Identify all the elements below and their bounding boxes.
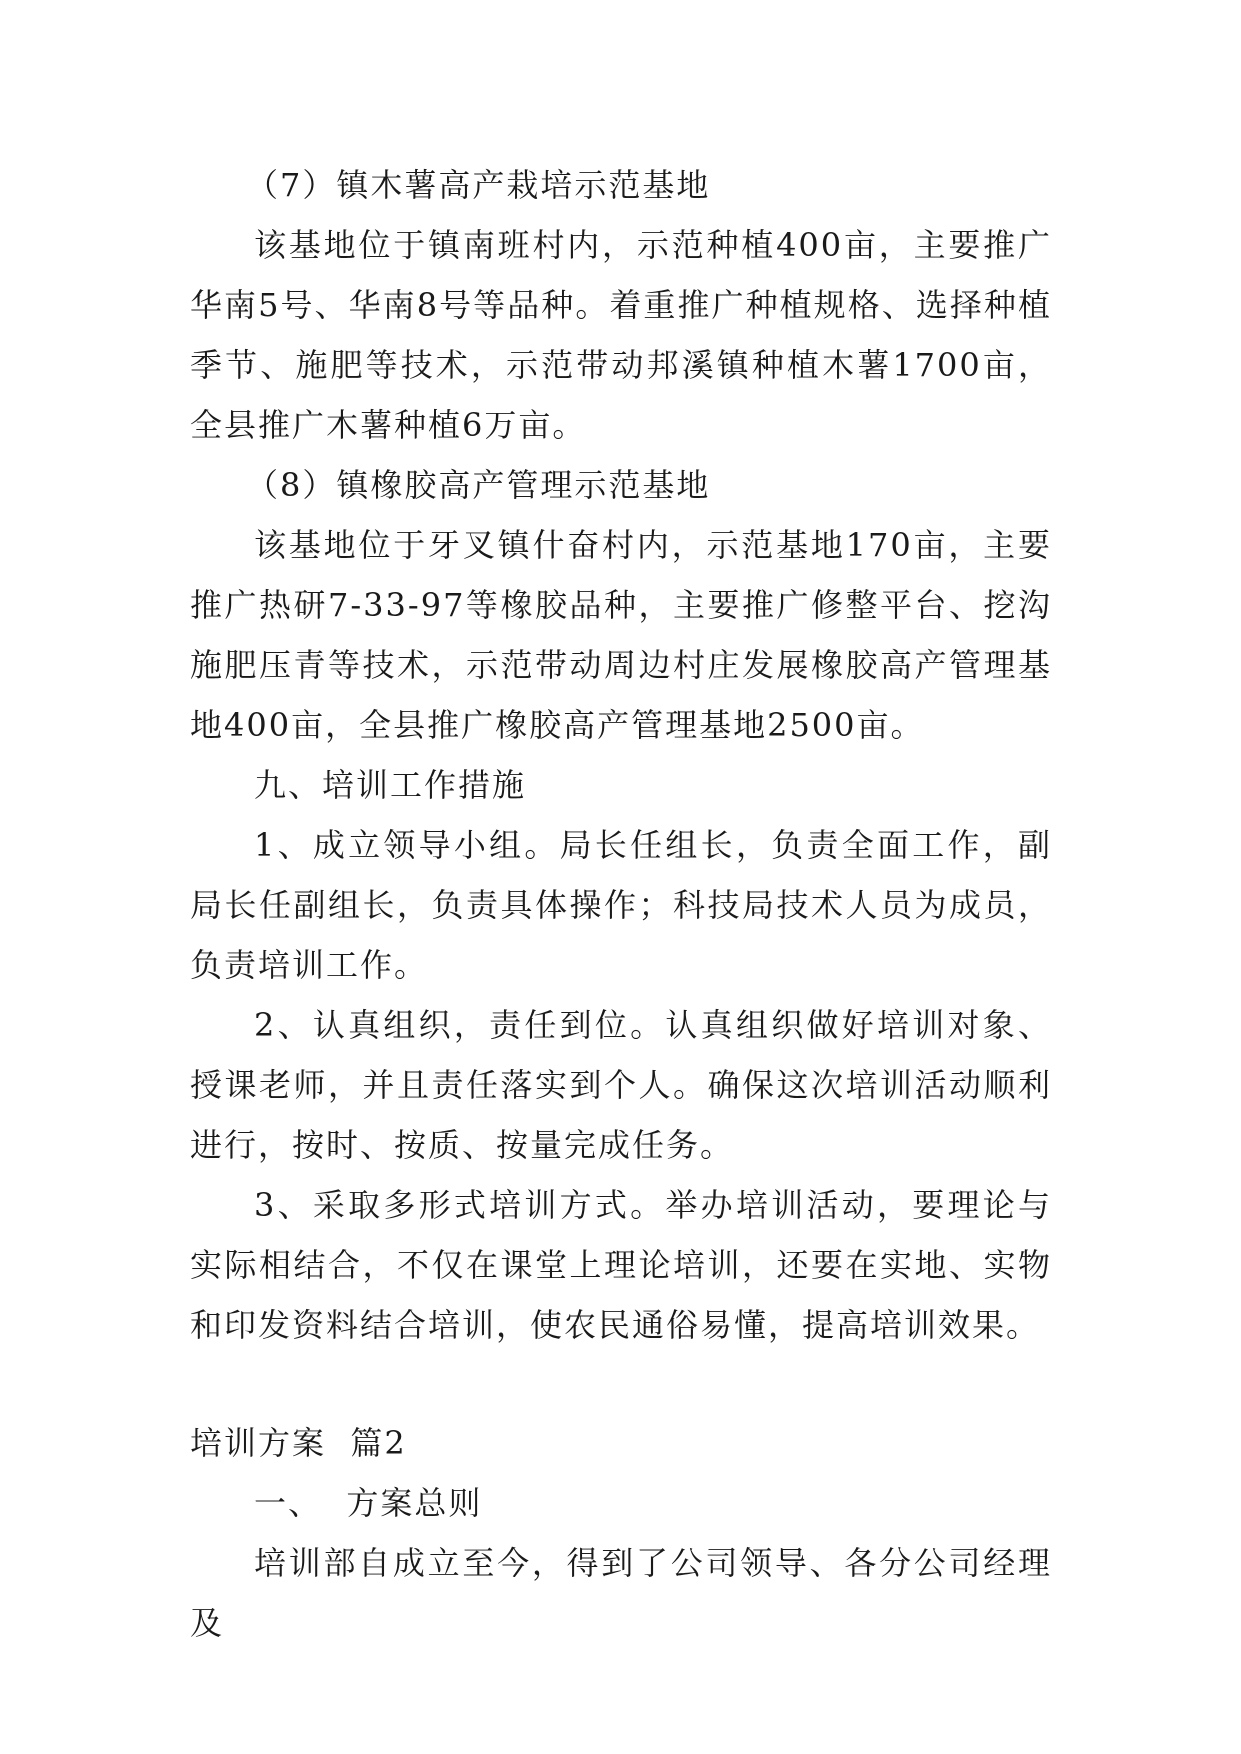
measure-2: 2、认真组织，责任到位。认真组织做好培训对象、授课老师，并且责任落实到个人。确保这次培训活动顺利进行，按时、按质、按量完成任务。 — [190, 1006, 1052, 1164]
heading-section-9: 九、培训工作措施 — [254, 766, 527, 804]
paragraph-item-7: 该基地位于镇南班村内，示范种植400亩，主要推广华南5号、华南8号等品种。着重推广种植规格、选择种植季节、施肥等技术，示范带动邦溪镇种植木薯1700亩，全县推广木薯种植6万亩。 — [190, 226, 1052, 444]
heading-item-8: （8）镇橡胶高产管理示范基地 — [246, 466, 711, 504]
paragraph-general-principles: 培训部自成立至今，得到了公司领导、各分公司经理及 — [190, 1544, 1052, 1642]
section-gap — [190, 1355, 1052, 1413]
heading-item-7: （7）镇木薯高产栽培示范基地 — [246, 166, 711, 204]
measure-3: 3、采取多形式培训方式。举办培训活动，要理论与实际相结合，不仅在课堂上理论培训，还要在实地、实物和印发资料结合培训，使农民通俗易懂，提高培训效果。 — [190, 1186, 1052, 1344]
section-title-2: 培训方案 篇2 — [190, 1424, 407, 1462]
paragraph-item-8: 该基地位于牙叉镇什奋村内，示范基地170亩，主要推广热研7-33-97等橡胶品种，主要推广修整平台、挖沟施肥压青等技术，示范带动周边村庄发展橡胶高产管理基地400亩，全县推广橡胶高产管理基地2500亩。 — [190, 526, 1052, 744]
heading-general-principles: 一、 方案总则 — [254, 1484, 483, 1522]
measure-1: 1、成立领导小组。局长任组长，负责全面工作，副局长任副组长，负责具体操作；科技局技术人员为成员，负责培训工作。 — [190, 826, 1052, 984]
document-body — [190, 155, 1052, 1653]
